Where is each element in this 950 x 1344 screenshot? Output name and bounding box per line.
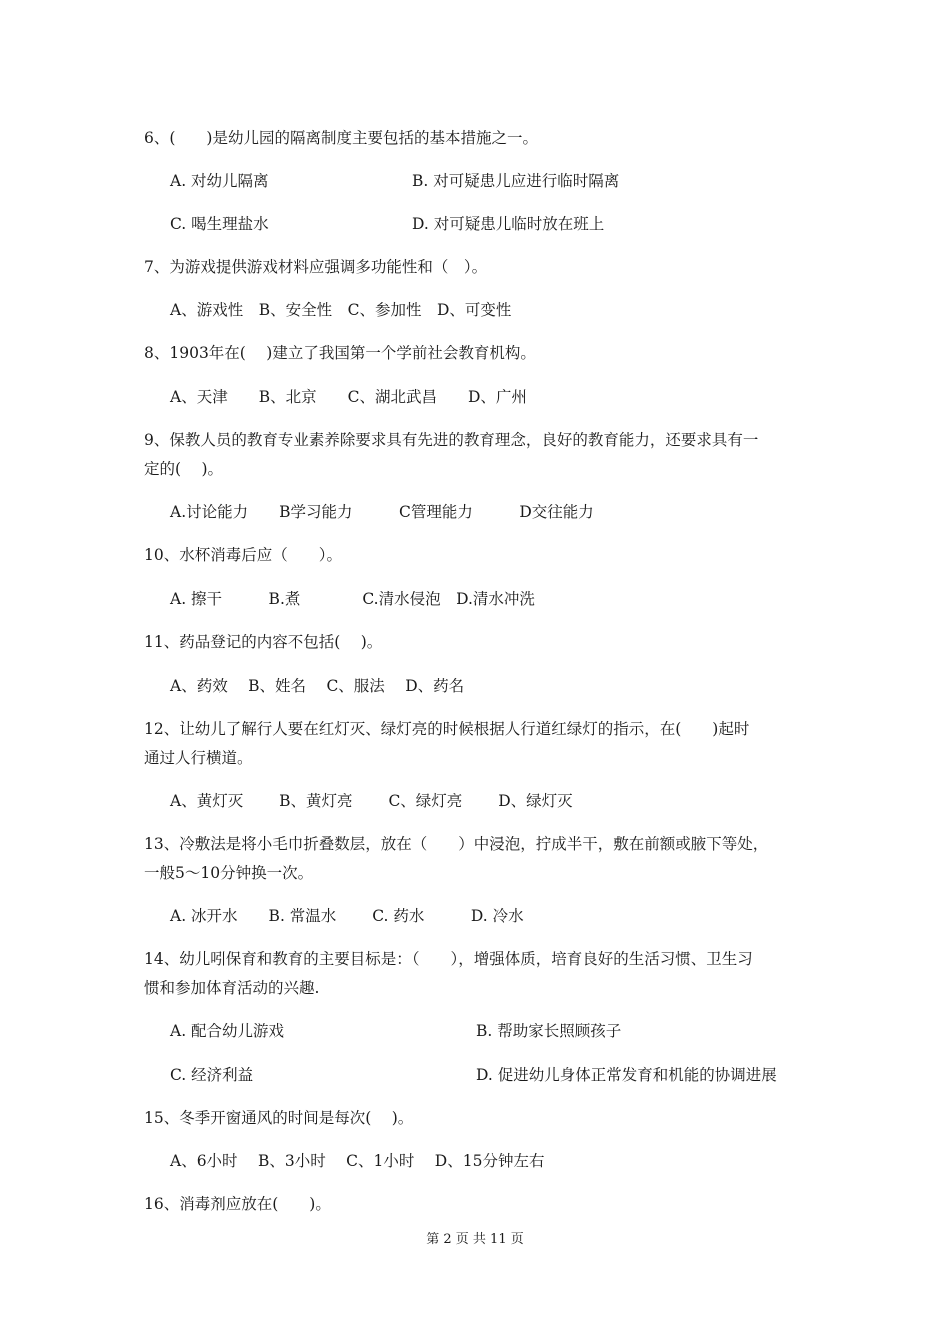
page-footer: 第 2 页 共 11 页: [426, 1232, 524, 1247]
option-b: B. 帮助家长照顾孩子: [476, 1022, 622, 1040]
question-stem: 10、水杯消毒后应（ ）。: [144, 546, 342, 564]
question-stem: 6、( )是幼儿园的隔离制度主要包括的基本措施之一。: [144, 129, 538, 147]
question-options: A. 冰开水 B. 常温水 C. 药水 D. 冷水: [170, 907, 524, 925]
option-c: C. 喝生理盐水: [170, 215, 269, 233]
question-options: A.讨论能力 B学习能力 C管理能力 D交往能力: [170, 503, 594, 521]
question-stem: 7、为游戏提供游戏材料应强调多功能性和（ ）。: [144, 258, 488, 276]
question-options: A. 擦干 B.煮 C.清水侵泡 D.清水冲洗: [170, 590, 535, 608]
question-stem: 15、冬季开窗通风的时间是每次( )。: [144, 1109, 414, 1127]
question-stem-line-2: 通过人行横道。: [144, 749, 253, 767]
question-stem-line-2: 定的( )。: [144, 460, 224, 478]
question-stem-line-1: 13、冷敷法是将小毛巾折叠数层，放在（ ）中浸泡，拧成半干，敷在前额或腋下等处，: [144, 835, 769, 853]
question-stem: 16、消毒剂应放在( )。: [144, 1195, 331, 1213]
option-b: B. 对可疑患儿应进行临时隔离: [412, 172, 620, 190]
option-a: A. 配合幼儿游戏: [170, 1022, 285, 1040]
option-c: C. 经济利益: [170, 1066, 254, 1084]
question-options: A、6小时 B、3小时 C、1小时 D、15分钟左右: [170, 1152, 545, 1170]
option-d: D. 促进幼儿身体正常发育和机能的协调进展: [476, 1066, 777, 1084]
question-options: A、天津 B、北京 C、湖北武昌 D、广州: [170, 388, 527, 406]
question-options: A、黄灯灭 B、黄灯亮 C、绿灯亮 D、绿灯灭: [170, 792, 573, 810]
question-stem: 8、1903年在( )建立了我国第一个学前社会教育机构。: [144, 344, 536, 362]
question-stem-line-1: 14、幼儿吲保育和教育的主要目标是：（ ），增强体质，培育良好的生活习惯、卫生习: [144, 950, 753, 968]
question-stem-line-1: 12、让幼儿了解行人要在红灯灭、绿灯亮的时候根据人行道红绿灯的指示，在( )起时: [144, 720, 750, 738]
question-stem-line-2: 一般5～10分钟换一次。: [144, 864, 314, 882]
question-stem-line-2: 惯和参加体育活动的兴趣.: [144, 979, 320, 997]
option-a: A. 对幼儿隔离: [170, 172, 269, 190]
question-options: A、游戏性 B、安全性 C、参加性 D、可变性: [170, 301, 512, 319]
question-stem-line-1: 9、保教人员的教育专业素养除要求具有先进的教育理念，良好的教育能力，还要求具有一: [144, 431, 759, 449]
question-stem: 11、药品登记的内容不包括( )。: [144, 633, 383, 651]
question-options: A、药效 B、姓名 C、服法 D、药名: [170, 677, 465, 695]
option-d: D. 对可疑患儿临时放在班上: [412, 215, 605, 233]
